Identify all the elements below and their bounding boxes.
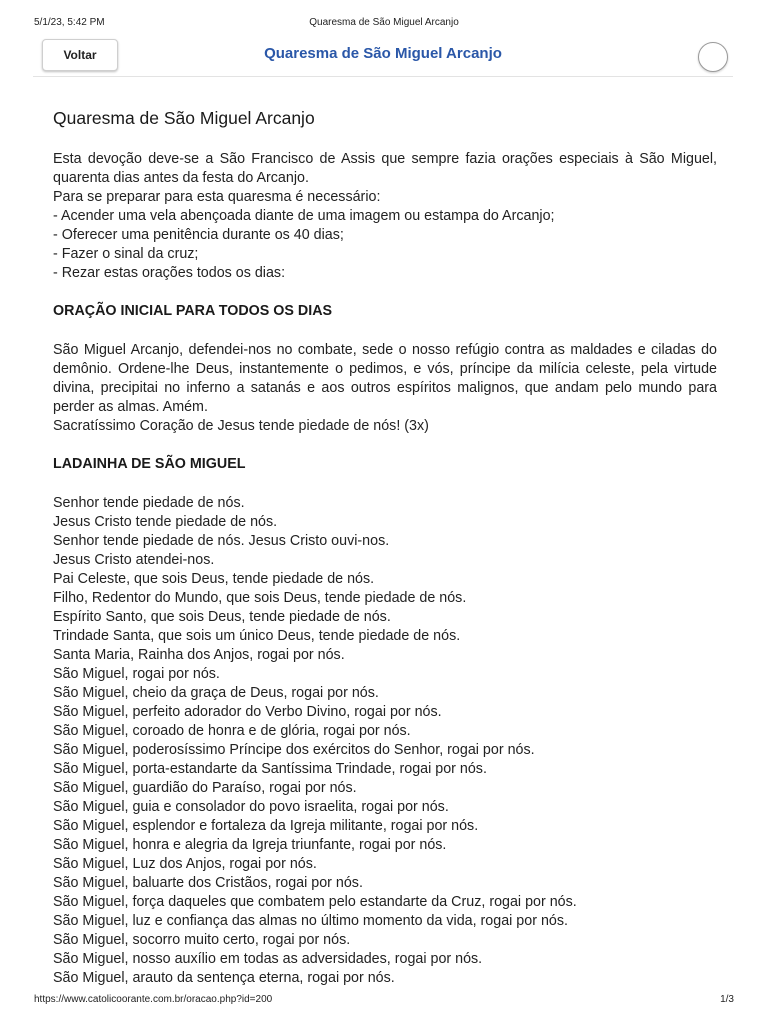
litany-line: São Miguel, nosso auxílio em todas as adversidades, rogai por nós. bbox=[53, 951, 483, 967]
navbar bbox=[33, 36, 733, 77]
litany-line: São Miguel, luz e confiança das almas no último momento da vida, rogai por nós. bbox=[53, 913, 568, 929]
prep-line: - Fazer o sinal da cruz; bbox=[53, 246, 199, 262]
section-heading-initial-prayer: ORAÇÃO INICIAL PARA TODOS OS DIAS bbox=[53, 303, 333, 319]
litany-line: Espírito Santo, que sois Deus, tende piedade de nós. bbox=[53, 609, 391, 625]
litany-line: São Miguel, esplendor e fortaleza da Igreja militante, rogai por nós. bbox=[53, 818, 479, 834]
litany-line: São Miguel, arauto da sentença eterna, rogai por nós. bbox=[53, 970, 395, 986]
litany-line: Filho, Redentor do Mundo, que sois Deus, tende piedade de nós. bbox=[53, 590, 467, 606]
back-button[interactable]: Voltar bbox=[42, 39, 118, 71]
prep-line: - Rezar estas orações todos os dias: bbox=[53, 265, 286, 281]
litany-line: Jesus Cristo tende piedade de nós. bbox=[53, 514, 278, 530]
litany-line: Pai Celeste, que sois Deus, tende piedade de nós. bbox=[53, 571, 375, 587]
litany-line: Jesus Cristo atendei-nos. bbox=[53, 552, 215, 568]
litany-line: São Miguel, Luz dos Anjos, rogai por nós. bbox=[53, 856, 317, 872]
litany-line: São Miguel, baluarte dos Cristãos, rogai por nós. bbox=[53, 875, 363, 891]
navbar-title: Quaresma de São Miguel Arcanjo bbox=[264, 45, 502, 62]
prep-line: Para se preparar para esta quaresma é necessário: bbox=[53, 189, 381, 205]
initial-prayer-text: São Miguel Arcanjo, defendei-nos no combate, sede o nosso refúgio contra as maldades e ciladas do demônio. Ordene-lhe Deus, instantemente o pedimos, e vós, príncipe da milícia celeste, pela virtude divina, precipitai no inferno a satanás e aos outros espíritos malignos, que andam pelo mundo para perder as almas. Amém. bbox=[53, 342, 717, 415]
print-doc-title: Quaresma de São Miguel Arcanjo bbox=[309, 17, 459, 28]
intro-paragraph: Esta devoção deve-se a São Francisco de Assis que sempre fazia orações especiais à São Miguel, quarenta dias antes da festa do Arcanjo. bbox=[53, 151, 717, 186]
article-title: Quaresma de São Miguel Arcanjo bbox=[53, 108, 315, 128]
prep-line: - Acender uma vela abençoada diante de uma imagem ou estampa do Arcanjo; bbox=[53, 208, 555, 224]
litany-line: São Miguel, guardião do Paraíso, rogai por nós. bbox=[53, 780, 357, 796]
print-url: https://www.catolicoorante.com.br/oracao.php?id=200 bbox=[34, 994, 273, 1005]
litany-line: São Miguel, guia e consolador do povo israelita, rogai por nós. bbox=[53, 799, 449, 815]
litany-line: São Miguel, cheio da graça de Deus, rogai por nós. bbox=[53, 685, 379, 701]
initial-prayer-section bbox=[53, 341, 717, 436]
article bbox=[53, 106, 717, 988]
litany-line: São Miguel, perfeito adorador do Verbo Divino, rogai por nós. bbox=[53, 704, 442, 720]
section-heading-litany: LADAINHA DE SÃO MIGUEL bbox=[53, 456, 246, 472]
litany-line: São Miguel, poderosíssimo Príncipe dos exércitos do Senhor, rogai por nós. bbox=[53, 742, 535, 758]
circle-button[interactable] bbox=[698, 42, 728, 72]
litany-line: São Miguel, honra e alegria da Igreja triunfante, rogai por nós. bbox=[53, 837, 447, 853]
invocation-text: Sacratíssimo Coração de Jesus tende piedade de nós! (3x) bbox=[53, 418, 429, 434]
intro-section bbox=[53, 150, 717, 283]
page-number: 1/3 bbox=[720, 994, 734, 1005]
prep-line: - Oferecer uma penitência durante os 40 dias; bbox=[53, 227, 344, 243]
litany-list bbox=[53, 494, 717, 988]
litany-line: Trindade Santa, que sois um único Deus, tende piedade de nós. bbox=[53, 628, 461, 644]
litany-line: São Miguel, força daqueles que combatem pelo estandarte da Cruz, rogai por nós. bbox=[53, 894, 577, 910]
print-datetime: 5/1/23, 5:42 PM bbox=[34, 17, 105, 28]
print-footer bbox=[0, 994, 768, 1010]
litany-line: São Miguel, socorro muito certo, rogai por nós. bbox=[53, 932, 351, 948]
litany-line: Senhor tende piedade de nós. bbox=[53, 495, 245, 511]
litany-line: São Miguel, rogai por nós. bbox=[53, 666, 220, 682]
litany-line: São Miguel, coroado de honra e de glória, rogai por nós. bbox=[53, 723, 411, 739]
litany-line: Santa Maria, Rainha dos Anjos, rogai por nós. bbox=[53, 647, 345, 663]
litany-line: São Miguel, porta-estandarte da Santíssima Trindade, rogai por nós. bbox=[53, 761, 487, 777]
litany-line: Senhor tende piedade de nós. Jesus Cristo ouvi-nos. bbox=[53, 533, 390, 549]
